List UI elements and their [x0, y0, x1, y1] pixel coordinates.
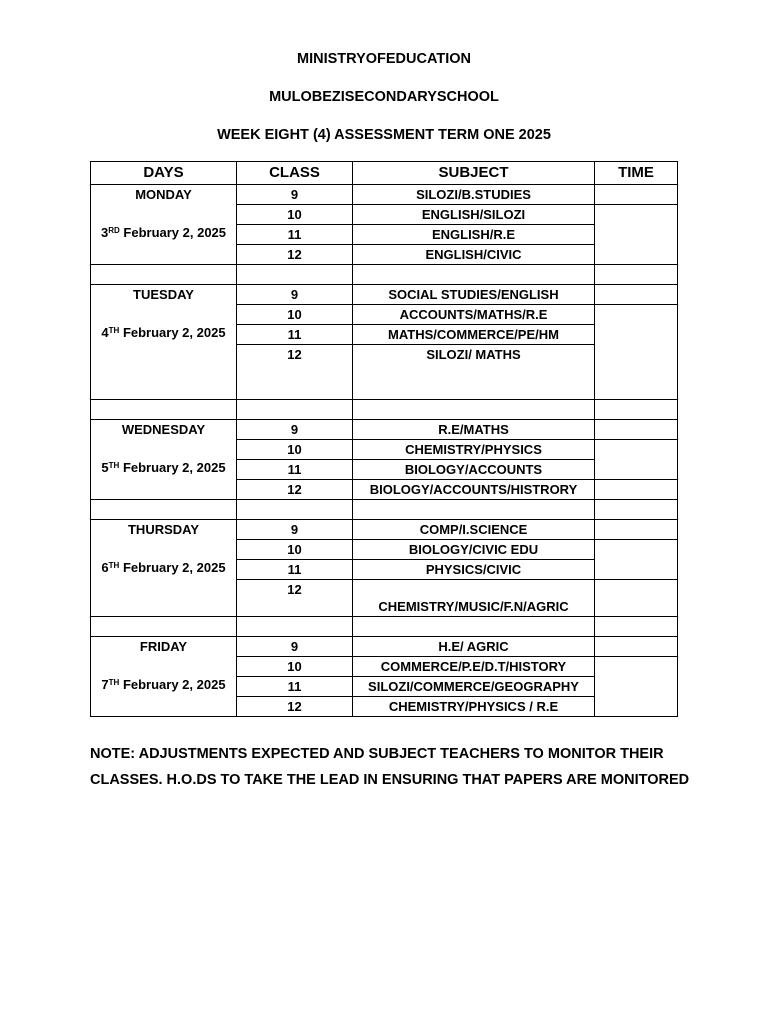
class-cell: 10 — [237, 657, 353, 677]
spacer-row — [91, 400, 678, 420]
school-heading: MULOBEZISECONDARYSCHOOL — [269, 89, 499, 105]
subject-cell: MATHS/COMMERCE/PE/HM — [353, 325, 595, 345]
class-cell: 11 — [237, 677, 353, 697]
spacer-row — [91, 500, 678, 520]
subject-cell: COMMERCE/P.E/D.T/HISTORY — [353, 657, 595, 677]
class-cell: 9 — [237, 637, 353, 657]
day-cell-monday — [91, 185, 237, 265]
table-header-row — [91, 162, 678, 185]
subject-cell: CHEMISTRY/MUSIC/F.N/AGRIC — [353, 580, 595, 617]
subject-cell: CHEMISTRY/PHYSICS — [353, 440, 595, 460]
subject-cell: BIOLOGY/CIVIC EDU — [353, 540, 595, 560]
spacer-row — [91, 265, 678, 285]
day-date: 3RD February 2, 2025 — [100, 225, 227, 240]
assessment-timetable — [90, 161, 678, 717]
time-cell — [595, 540, 678, 580]
class-cell: 12 — [237, 697, 353, 717]
day-name: MONDAY — [135, 187, 192, 202]
class-cell: 10 — [237, 540, 353, 560]
table-row — [91, 185, 678, 205]
class-cell: 9 — [237, 520, 353, 540]
header-days: DAYS — [91, 162, 237, 185]
class-cell: 10 — [237, 205, 353, 225]
subject-cell: COMP/I.SCIENCE — [353, 520, 595, 540]
subject-cell: PHYSICS/CIVIC — [353, 560, 595, 580]
day-cell-thursday — [91, 520, 237, 617]
spacer-row — [91, 617, 678, 637]
table-row — [91, 420, 678, 440]
day-name: TUESDAY — [133, 287, 194, 302]
time-cell — [595, 520, 678, 540]
day-cell-wednesday — [91, 420, 237, 500]
time-cell — [595, 285, 678, 305]
subject-cell: SILOZI/B.STUDIES — [353, 185, 595, 205]
class-cell: 12 — [237, 480, 353, 500]
class-cell: 11 — [237, 560, 353, 580]
subject-cell: ENGLISH/R.E — [353, 225, 595, 245]
class-cell: 10 — [237, 305, 353, 325]
subject-cell: ENGLISH/CIVIC — [353, 245, 595, 265]
time-cell — [595, 205, 678, 265]
subject-cell: BIOLOGY/ACCOUNTS — [353, 460, 595, 480]
class-cell: 12 — [237, 345, 353, 400]
day-cell-friday — [91, 637, 237, 717]
time-cell — [595, 637, 678, 657]
day-date: 4TH February 2, 2025 — [101, 325, 226, 340]
subject-cell: BIOLOGY/ACCOUNTS/HISTRORY — [353, 480, 595, 500]
class-cell: 9 — [237, 285, 353, 305]
table-row — [91, 520, 678, 540]
class-cell: 11 — [237, 225, 353, 245]
time-cell — [595, 305, 678, 400]
subject-cell: R.E/MATHS — [353, 420, 595, 440]
day-name: WEDNESDAY — [121, 422, 206, 437]
time-cell — [595, 420, 678, 440]
header-subject: SUBJECT — [353, 162, 595, 185]
day-cell-tuesday — [91, 285, 237, 400]
table-row — [91, 285, 678, 305]
subject-cell: CHEMISTRY/PHYSICS / R.E — [353, 697, 595, 717]
header-class: CLASS — [237, 162, 353, 185]
day-name: THURSDAY — [127, 522, 200, 537]
subject-cell: SILOZI/ MATHS — [353, 345, 595, 400]
day-name: FRIDAY — [139, 639, 188, 654]
class-cell: 12 — [237, 245, 353, 265]
ministry-heading: MINISTRYOFEDUCATION — [297, 51, 471, 67]
class-cell: 9 — [237, 420, 353, 440]
time-cell — [595, 480, 678, 500]
subject-cell: SILOZI/COMMERCE/GEOGRAPHY — [353, 677, 595, 697]
class-cell: 11 — [237, 325, 353, 345]
note-paragraph: NOTE: ADJUSTMENTS EXPECTED AND SUBJECT TEACHERS TO MONITOR THEIR CLASSES. H.O.DS TO TAKE THE LEAD IN ENSURING THAT PAPERS ARE MONITORED — [90, 746, 690, 788]
class-cell: 11 — [237, 460, 353, 480]
assessment-heading: WEEK EIGHT (4) ASSESSMENT TERM ONE 2025 — [217, 127, 551, 143]
header-time: TIME — [595, 162, 678, 185]
subject-cell: ENGLISH/SILOZI — [353, 205, 595, 225]
subject-cell: SOCIAL STUDIES/ENGLISH — [353, 285, 595, 305]
class-cell: 9 — [237, 185, 353, 205]
time-cell — [595, 185, 678, 205]
subject-cell: ACCOUNTS/MATHS/R.E — [353, 305, 595, 325]
time-cell — [595, 580, 678, 617]
day-date: 7TH February 2, 2025 — [101, 677, 226, 692]
class-cell: 12 — [237, 580, 353, 617]
class-cell: 10 — [237, 440, 353, 460]
day-date: 6TH February 2, 2025 — [101, 560, 226, 575]
day-date: 5TH February 2, 2025 — [101, 460, 226, 475]
table-row — [91, 637, 678, 657]
time-cell — [595, 657, 678, 717]
time-cell — [595, 440, 678, 480]
subject-cell: H.E/ AGRIC — [353, 637, 595, 657]
